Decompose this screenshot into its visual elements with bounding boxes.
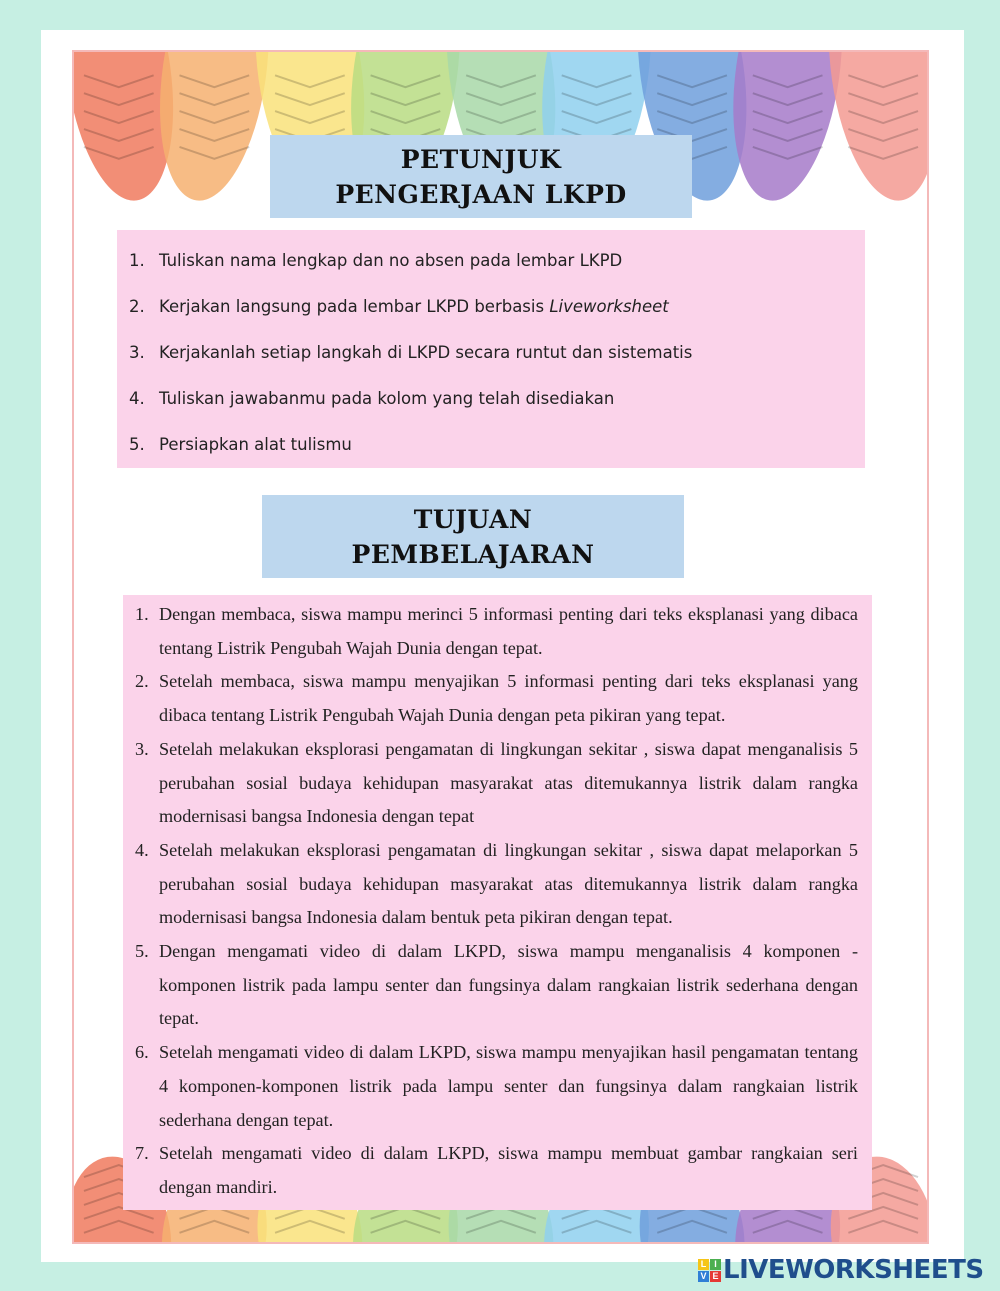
logo-text: LIVEWORKSHEETS [723,1255,984,1285]
item-text: Kerjakan langsung pada lembar LKPD berbasis Liveworksheet [159,296,669,316]
tujuan-list [123,595,872,1210]
badge-letter: E [710,1271,721,1282]
objective-item [135,1036,858,1137]
live-badge-icon [698,1259,721,1282]
instruction-item [129,283,865,329]
item-number: 5. [129,434,145,454]
item-text: Dengan membaca, siswa mampu merinci 5 informasi penting dari teks eksplanasi yang dibaca tentang Listrik Pengubah Wajah Dunia dengan tepat. [159,604,858,658]
tujuan-heading [262,495,684,578]
objective-item [135,598,858,665]
petunjuk-heading [270,135,692,218]
item-number: 2. [135,671,149,692]
item-number: 4. [135,839,149,860]
liveworksheets-logo[interactable] [698,1255,984,1285]
item-number: 6. [135,1042,149,1063]
heading-line: TUJUAN [413,505,533,534]
instruction-item [129,421,865,467]
item-text: Tuliskan nama lengkap dan no absen pada lembar LKPD [159,250,623,270]
badge-letter: V [698,1271,709,1282]
item-text: Setelah melakukan eksplorasi pengamatan di lingkungan sekitar , siswa dapat melaporkan 5 perubahan sosial budaya kehidupan masyarakat atas ditemukannya listrik dalam rangka modernisasi bangsa Indonesia dalam bentuk peta pikiran dengan tepat. [159,839,858,928]
instruction-item [129,375,865,421]
item-number: 5. [135,941,149,962]
objective-item [135,935,858,1036]
item-number: 3. [135,738,149,759]
item-text: Setelah melakukan eksplorasi pengamatan di lingkungan sekitar , siswa dapat menganalisis 5 perubahan sosial budaya kehidupan masyarakat atas ditemukannya listrik dalam rangka modernisasi bangsa Indonesia dengan tepat [159,738,858,827]
item-text: Dengan mengamati video di dalam LKPD, siswa mampu menganalisis 4 komponen - komponen listrik pada lampu senter dan fungsinya dalam rangkaian listrik sederhana dengan tepat. [159,941,858,1029]
objective-item [135,733,858,834]
badge-letter: I [710,1259,721,1270]
item-text: Persiapkan alat tulismu [159,434,352,454]
objective-item [135,665,858,732]
item-text: Setelah mengamati video di dalam LKPD, siswa mampu membuat gambar rangkaian seri dengan mandiri. [159,1143,858,1197]
objective-item [135,1137,858,1204]
item-number: 2. [129,296,145,316]
item-text: Tuliskan jawabanmu pada kolom yang telah disediakan [159,388,615,408]
objective-item [135,834,858,935]
item-text: Kerjakanlah setiap langkah di LKPD secara runtut dan sistematis [159,342,693,362]
instruction-item [129,237,865,283]
item-number: 4. [129,388,145,408]
heading-line: PENGERJAAN LKPD [335,180,627,209]
petunjuk-list [117,230,865,468]
item-number: 1. [135,604,149,624]
item-number: 7. [135,1143,149,1164]
item-number: 1. [129,250,145,270]
badge-letter: L [698,1259,709,1270]
heading-line: PETUNJUK [400,145,562,174]
heading-line: PEMBELAJARAN [351,540,595,569]
item-number: 3. [129,342,145,362]
item-text: Setelah membaca, siswa mampu menyajikan 5 informasi penting dari teks eksplanasi yang dibaca tentang Listrik Pengubah Wajah Dunia dengan peta pikiran yang tepat. [159,671,858,726]
instruction-item [129,329,865,375]
item-text: Setelah mengamati video di dalam LKPD, siswa mampu menyajikan hasil pengamatan tentang 4 komponen-komponen listrik pada lampu senter dan fungsinya dalam rangkaian listrik sederhana dengan tepat. [159,1042,858,1130]
